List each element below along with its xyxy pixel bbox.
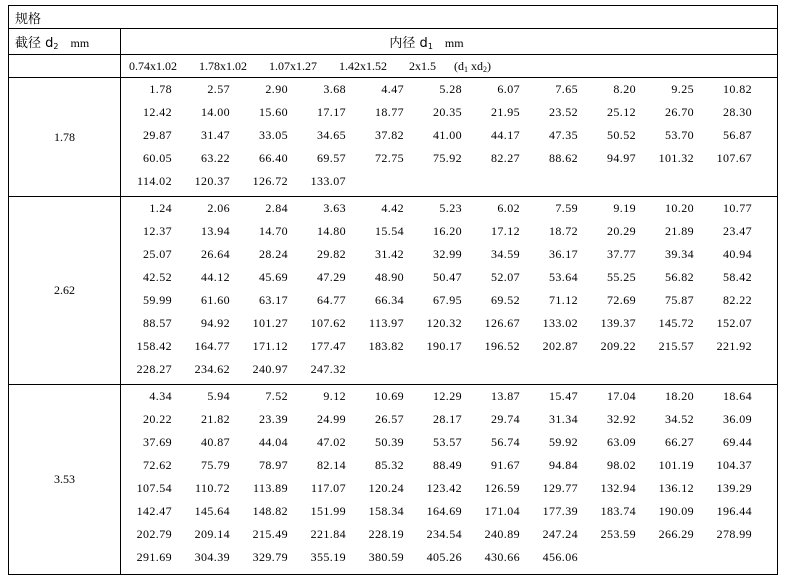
inner-diameter-value: 405.26: [426, 550, 462, 565]
inner-diameter-value: 66.27: [665, 435, 694, 450]
o-ring-spec-table: [8, 5, 778, 575]
inner-diameter-values: [121, 78, 778, 196]
inner-diameter-value: 21.82: [201, 412, 230, 427]
inner-diameter-value: 56.87: [723, 128, 752, 143]
inner-diameter-value: 23.52: [549, 105, 578, 120]
inner-diameter-value: 29.87: [143, 128, 172, 143]
inner-diameter-value: 28.17: [433, 412, 462, 427]
inner-diameter-value: 64.77: [317, 292, 346, 307]
inner-diameter-value: 55.25: [607, 269, 636, 284]
inner-diameter-value: 56.74: [491, 435, 520, 450]
value-row: [121, 266, 777, 289]
inner-diameter-value: 82.22: [723, 292, 752, 307]
inner-diameter-value: 52.07: [491, 269, 520, 284]
inner-diameter-value: 266.29: [658, 527, 694, 542]
inner-diameter-value: 151.99: [310, 504, 346, 519]
value-row: [121, 124, 777, 147]
inner-diameter-value: 10.82: [723, 82, 752, 97]
inner-diameter-value: 85.32: [375, 458, 404, 473]
diameter-group-row: [9, 196, 778, 385]
inner-diameter-value: 145.72: [658, 315, 694, 330]
inner-diameter-value: 114.02: [137, 174, 172, 189]
inner-diameter-value: 2.90: [265, 82, 288, 97]
inner-diameter-value: 53.57: [433, 435, 462, 450]
inner-diameter-value: 4.42: [381, 200, 404, 215]
value-row: [121, 220, 777, 243]
inner-diameter-value: 61.60: [201, 292, 230, 307]
value-row: [121, 170, 777, 193]
inner-diameter-value: 88.57: [143, 315, 172, 330]
inner-diameter-value: 101.19: [658, 458, 694, 473]
section-diameter-subscript: 2: [53, 42, 59, 52]
inner-diameter-value: 221.84: [310, 527, 346, 542]
inner-diameter-value: 9.12: [323, 389, 346, 404]
inner-diameter-value: 1.78: [149, 82, 172, 97]
inner-diameter-value: 240.97: [252, 361, 288, 376]
inner-diameter-value: 37.69: [143, 435, 172, 450]
inner-diameter-unit: mm: [444, 36, 464, 51]
inner-diameter-value: 190.09: [658, 504, 694, 519]
inner-diameter-value: 164.69: [426, 504, 462, 519]
inner-diameter-value: 56.82: [665, 269, 694, 284]
cross-section-sizes: [121, 54, 778, 77]
inner-diameter-value: 58.42: [723, 269, 752, 284]
inner-diameter-value: 456.06: [542, 550, 578, 565]
inner-diameter-value: 101.32: [658, 151, 694, 166]
inner-diameter-value: 31.34: [549, 412, 578, 427]
size-format-note: ($d_1$ $xd_2$): [454, 58, 491, 74]
inner-diameter-value: 75.79: [201, 458, 230, 473]
inner-diameter-value: 139.37: [600, 315, 636, 330]
inner-diameter-value: 234.62: [194, 361, 230, 376]
value-row: [121, 408, 777, 431]
inner-diameter-value: 6.07: [497, 82, 520, 97]
inner-diameter-value: 158.42: [136, 338, 172, 353]
inner-diameter-value: 228.27: [136, 361, 172, 376]
inner-diameter-value: 430.66: [484, 550, 520, 565]
inner-diameter-value: 34.59: [491, 246, 520, 261]
inner-diameter-value: 12.42: [143, 105, 172, 120]
inner-diameter-value: 183.82: [368, 338, 404, 353]
inner-diameter-value: 63.17: [259, 292, 288, 307]
inner-diameter-values: [121, 196, 778, 385]
inner-diameter-value: 71.12: [549, 292, 578, 307]
inner-diameter-value: 107.54: [136, 481, 172, 496]
section-diameter-unit: mm: [70, 36, 90, 51]
inner-diameter-value: 31.47: [201, 128, 230, 143]
diameter-group-row: [9, 385, 778, 575]
inner-diameter-value: 10.77: [723, 200, 752, 215]
inner-diameter-value: 304.39: [194, 550, 230, 565]
inner-diameter-value: 9.19: [613, 200, 636, 215]
section-diameter-label: 截径 d: [15, 36, 54, 52]
inner-diameter-value: 7.59: [555, 200, 578, 215]
inner-diameter-value: 148.82: [252, 504, 288, 519]
inner-diameter-value: 88.62: [549, 151, 578, 166]
inner-diameter-value: 5.23: [439, 200, 462, 215]
inner-diameter-value: 59.99: [143, 292, 172, 307]
inner-diameter-value: 190.17: [426, 338, 462, 353]
value-row: [121, 358, 777, 381]
inner-diameter-value: 13.87: [491, 389, 520, 404]
inner-diameter-value: 44.17: [491, 128, 520, 143]
inner-diameter-subscript: 1: [427, 42, 433, 52]
inner-diameter-value: 82.14: [317, 458, 346, 473]
inner-diameter-value: 26.64: [201, 246, 230, 261]
inner-diameter-value: 123.42: [426, 481, 462, 496]
inner-diameter-value: 107.67: [716, 151, 752, 166]
inner-diameter-value: 69.44: [723, 435, 752, 450]
inner-diameter-value: 10.69: [375, 389, 404, 404]
inner-diameter-value: 183.74: [600, 504, 636, 519]
inner-diameter-value: 23.39: [259, 412, 288, 427]
inner-diameter-value: 136.12: [658, 481, 694, 496]
inner-diameter-value: 53.64: [549, 269, 578, 284]
inner-diameter-value: 32.92: [607, 412, 636, 427]
inner-diameter-value: 120.24: [368, 481, 404, 496]
inner-diameter-value: 16.20: [433, 223, 462, 238]
inner-diameter-value: 17.17: [317, 105, 346, 120]
inner-diameter-value: 10.20: [665, 200, 694, 215]
inner-diameter-value: 196.44: [716, 504, 752, 519]
inner-diameter-value: 240.89: [484, 527, 520, 542]
inner-diameter-value: 215.49: [252, 527, 288, 542]
inner-diameter-value: 177.47: [310, 338, 346, 353]
inner-diameter-value: 50.39: [375, 435, 404, 450]
inner-diameter-value: 94.84: [549, 458, 578, 473]
inner-diameter-value: 145.64: [194, 504, 230, 519]
inner-diameter-value: 8.20: [613, 82, 636, 97]
sizes-row-blank-cell: [9, 54, 121, 77]
inner-diameter-value: 50.52: [607, 128, 636, 143]
inner-diameter-value: 2.57: [207, 82, 230, 97]
inner-diameter-value: 133.07: [310, 174, 346, 189]
inner-diameter-value: 247.24: [542, 527, 578, 542]
inner-diameter-value: 253.59: [600, 527, 636, 542]
inner-diameter-value: 7.65: [555, 82, 578, 97]
inner-diameter-values: [121, 385, 778, 575]
inner-diameter-value: 152.07: [716, 315, 752, 330]
inner-diameter-value: 75.87: [665, 292, 694, 307]
inner-diameter-value: 202.87: [542, 338, 578, 353]
inner-diameter-value: 60.05: [143, 151, 172, 166]
value-row: [121, 312, 777, 335]
inner-diameter-value: 25.07: [143, 246, 172, 261]
inner-diameter-value: 17.12: [491, 223, 520, 238]
inner-diameter-value: 25.12: [607, 105, 636, 120]
inner-diameter-value: 3.68: [323, 82, 346, 97]
inner-diameter-value: 88.49: [433, 458, 462, 473]
inner-diameter-value: 37.82: [375, 128, 404, 143]
inner-diameter-value: 110.72: [195, 481, 230, 496]
inner-diameter-value: 47.35: [549, 128, 578, 143]
inner-diameter-value: 18.72: [549, 223, 578, 238]
inner-diameter-value: 291.69: [136, 550, 172, 565]
inner-diameter-value: 20.22: [143, 412, 172, 427]
section-diameter-value: 2.62: [9, 196, 121, 385]
cross-section-size: 0.74x1.02: [129, 58, 177, 73]
inner-diameter-value: 14.00: [201, 105, 230, 120]
value-row: [121, 335, 777, 358]
inner-diameter-value: 75.92: [433, 151, 462, 166]
value-row: [121, 454, 777, 477]
inner-diameter-value: 15.47: [549, 389, 578, 404]
inner-diameter-value: 39.34: [665, 246, 694, 261]
value-row: [121, 101, 777, 124]
inner-diameter-value: 63.22: [201, 151, 230, 166]
inner-diameter-value: 72.69: [607, 292, 636, 307]
inner-diameter-value: 48.90: [375, 269, 404, 284]
section-diameter-value: 1.78: [9, 78, 121, 196]
value-row: [121, 78, 777, 101]
inner-diameter-value: 171.04: [484, 504, 520, 519]
inner-diameter-value: 215.57: [658, 338, 694, 353]
inner-diameter-value: 278.99: [716, 527, 752, 542]
inner-diameter-value: 94.92: [201, 315, 230, 330]
inner-diameter-value: 28.24: [259, 246, 288, 261]
inner-diameter-value: 1.24: [149, 200, 172, 215]
inner-diameter-value: 47.29: [317, 269, 346, 284]
inner-diameter-value: 69.57: [317, 151, 346, 166]
inner-diameter-value: 18.20: [665, 389, 694, 404]
inner-diameter-value: 139.29: [716, 481, 752, 496]
inner-diameter-value: 23.47: [723, 223, 752, 238]
inner-diameter-value: 36.17: [549, 246, 578, 261]
inner-diameter-value: 2.06: [207, 200, 230, 215]
inner-diameter-value: 107.62: [310, 315, 346, 330]
inner-diameter-value: 82.27: [491, 151, 520, 166]
inner-diameter-value: 5.94: [207, 389, 230, 404]
inner-diameter-value: 33.05: [259, 128, 288, 143]
inner-diameter-value: 4.34: [149, 389, 172, 404]
value-row: [121, 523, 777, 546]
inner-diameter-value: 221.92: [716, 338, 752, 353]
value-row: [121, 243, 777, 266]
inner-diameter-value: 329.79: [252, 550, 288, 565]
inner-diameter-value: 132.94: [600, 481, 636, 496]
inner-diameter-value: 72.75: [375, 151, 404, 166]
inner-diameter-value: 142.47: [136, 504, 172, 519]
inner-diameter-value: 59.92: [549, 435, 578, 450]
inner-diameter-value: 14.80: [317, 223, 346, 238]
inner-diameter-value: 12.37: [143, 223, 172, 238]
value-row: [121, 500, 777, 523]
inner-diameter-value: 44.04: [259, 435, 288, 450]
inner-diameter-value: 28.30: [723, 105, 752, 120]
section-diameter-header: [9, 29, 121, 54]
inner-diameter-value: 40.87: [201, 435, 230, 450]
inner-diameter-value: 355.19: [310, 550, 346, 565]
inner-diameter-value: 78.97: [259, 458, 288, 473]
inner-diameter-value: 29.82: [317, 246, 346, 261]
inner-diameter-value: 171.12: [252, 338, 288, 353]
inner-diameter-value: 40.94: [723, 246, 752, 261]
inner-diameter-value: 228.19: [368, 527, 404, 542]
inner-diameter-header: [121, 29, 778, 54]
diameter-group-row: [9, 78, 778, 196]
inner-diameter-value: 5.28: [439, 82, 462, 97]
inner-diameter-value: 50.47: [433, 269, 462, 284]
inner-diameter-value: 13.94: [201, 223, 230, 238]
inner-diameter-value: 14.70: [259, 223, 288, 238]
section-diameter-value: 3.53: [9, 385, 121, 575]
inner-diameter-value: 47.02: [317, 435, 346, 450]
inner-diameter-value: 196.52: [484, 338, 520, 353]
inner-diameter-value: 209.14: [194, 527, 230, 542]
inner-diameter-label: 内径 d: [389, 36, 428, 52]
inner-diameter-value: 41.00: [433, 128, 462, 143]
inner-diameter-value: 247.32: [310, 361, 346, 376]
inner-diameter-value: 126.72: [252, 174, 288, 189]
inner-diameter-value: 26.70: [665, 105, 694, 120]
inner-diameter-value: 133.02: [542, 315, 578, 330]
inner-diameter-value: 129.77: [542, 481, 578, 496]
inner-diameter-value: 36.09: [723, 412, 752, 427]
inner-diameter-value: 31.42: [375, 246, 404, 261]
inner-diameter-value: 67.95: [433, 292, 462, 307]
inner-diameter-value: 113.97: [369, 315, 404, 330]
inner-diameter-value: 202.79: [136, 527, 172, 542]
inner-diameter-value: 7.52: [265, 389, 288, 404]
inner-diameter-value: 20.35: [433, 105, 462, 120]
inner-diameter-value: 20.29: [607, 223, 636, 238]
inner-diameter-value: 29.74: [491, 412, 520, 427]
inner-diameter-value: 34.65: [317, 128, 346, 143]
inner-diameter-value: 113.89: [253, 481, 288, 496]
value-row: [121, 147, 777, 170]
inner-diameter-value: 18.77: [375, 105, 404, 120]
inner-diameter-value: 4.47: [381, 82, 404, 97]
inner-diameter-value: 6.02: [497, 200, 520, 215]
inner-diameter-value: 17.04: [607, 389, 636, 404]
inner-diameter-value: 44.12: [201, 269, 230, 284]
inner-diameter-value: 18.64: [723, 389, 752, 404]
value-row: [121, 289, 777, 312]
cross-section-size: 1.78x1.02: [199, 58, 247, 73]
inner-diameter-value: 104.37: [716, 458, 752, 473]
inner-diameter-value: 32.99: [433, 246, 462, 261]
inner-diameter-value: 63.09: [607, 435, 636, 450]
inner-diameter-value: 177.39: [542, 504, 578, 519]
value-row: [121, 385, 777, 408]
table-title: 规格: [9, 6, 778, 29]
inner-diameter-value: 158.34: [368, 504, 404, 519]
cross-section-size: 1.07x1.27: [269, 58, 317, 73]
inner-diameter-value: 126.67: [484, 315, 520, 330]
inner-diameter-value: 37.77: [607, 246, 636, 261]
inner-diameter-value: 120.37: [194, 174, 230, 189]
inner-diameter-value: 234.54: [426, 527, 462, 542]
inner-diameter-value: 42.52: [143, 269, 172, 284]
inner-diameter-value: 34.52: [665, 412, 694, 427]
inner-diameter-value: 21.95: [491, 105, 520, 120]
inner-diameter-value: 9.25: [671, 82, 694, 97]
value-row: [121, 477, 777, 500]
value-row: [121, 431, 777, 454]
inner-diameter-value: 72.62: [143, 458, 172, 473]
inner-diameter-value: 45.69: [259, 269, 288, 284]
inner-diameter-value: 209.22: [600, 338, 636, 353]
inner-diameter-value: 98.02: [607, 458, 636, 473]
cross-section-size: 1.42x1.52: [339, 58, 387, 73]
inner-diameter-value: 21.89: [665, 223, 694, 238]
inner-diameter-value: 126.59: [484, 481, 520, 496]
inner-diameter-value: 117.07: [311, 481, 346, 496]
inner-diameter-value: 15.54: [375, 223, 404, 238]
inner-diameter-value: 53.70: [665, 128, 694, 143]
inner-diameter-value: 3.63: [323, 200, 346, 215]
inner-diameter-value: 120.32: [426, 315, 462, 330]
inner-diameter-value: 101.27: [252, 315, 288, 330]
inner-diameter-value: 94.97: [607, 151, 636, 166]
cross-section-size: 2x1.5: [409, 58, 436, 73]
inner-diameter-value: 66.34: [375, 292, 404, 307]
value-row: [121, 197, 777, 220]
inner-diameter-value: 164.77: [194, 338, 230, 353]
inner-diameter-value: 66.40: [259, 151, 288, 166]
inner-diameter-value: 2.84: [265, 200, 288, 215]
inner-diameter-value: 26.57: [375, 412, 404, 427]
inner-diameter-value: 15.60: [259, 105, 288, 120]
inner-diameter-value: 12.29: [433, 389, 462, 404]
inner-diameter-value: 69.52: [491, 292, 520, 307]
inner-diameter-value: 380.59: [368, 550, 404, 565]
inner-diameter-value: 91.67: [491, 458, 520, 473]
inner-diameter-value: 24.99: [317, 412, 346, 427]
